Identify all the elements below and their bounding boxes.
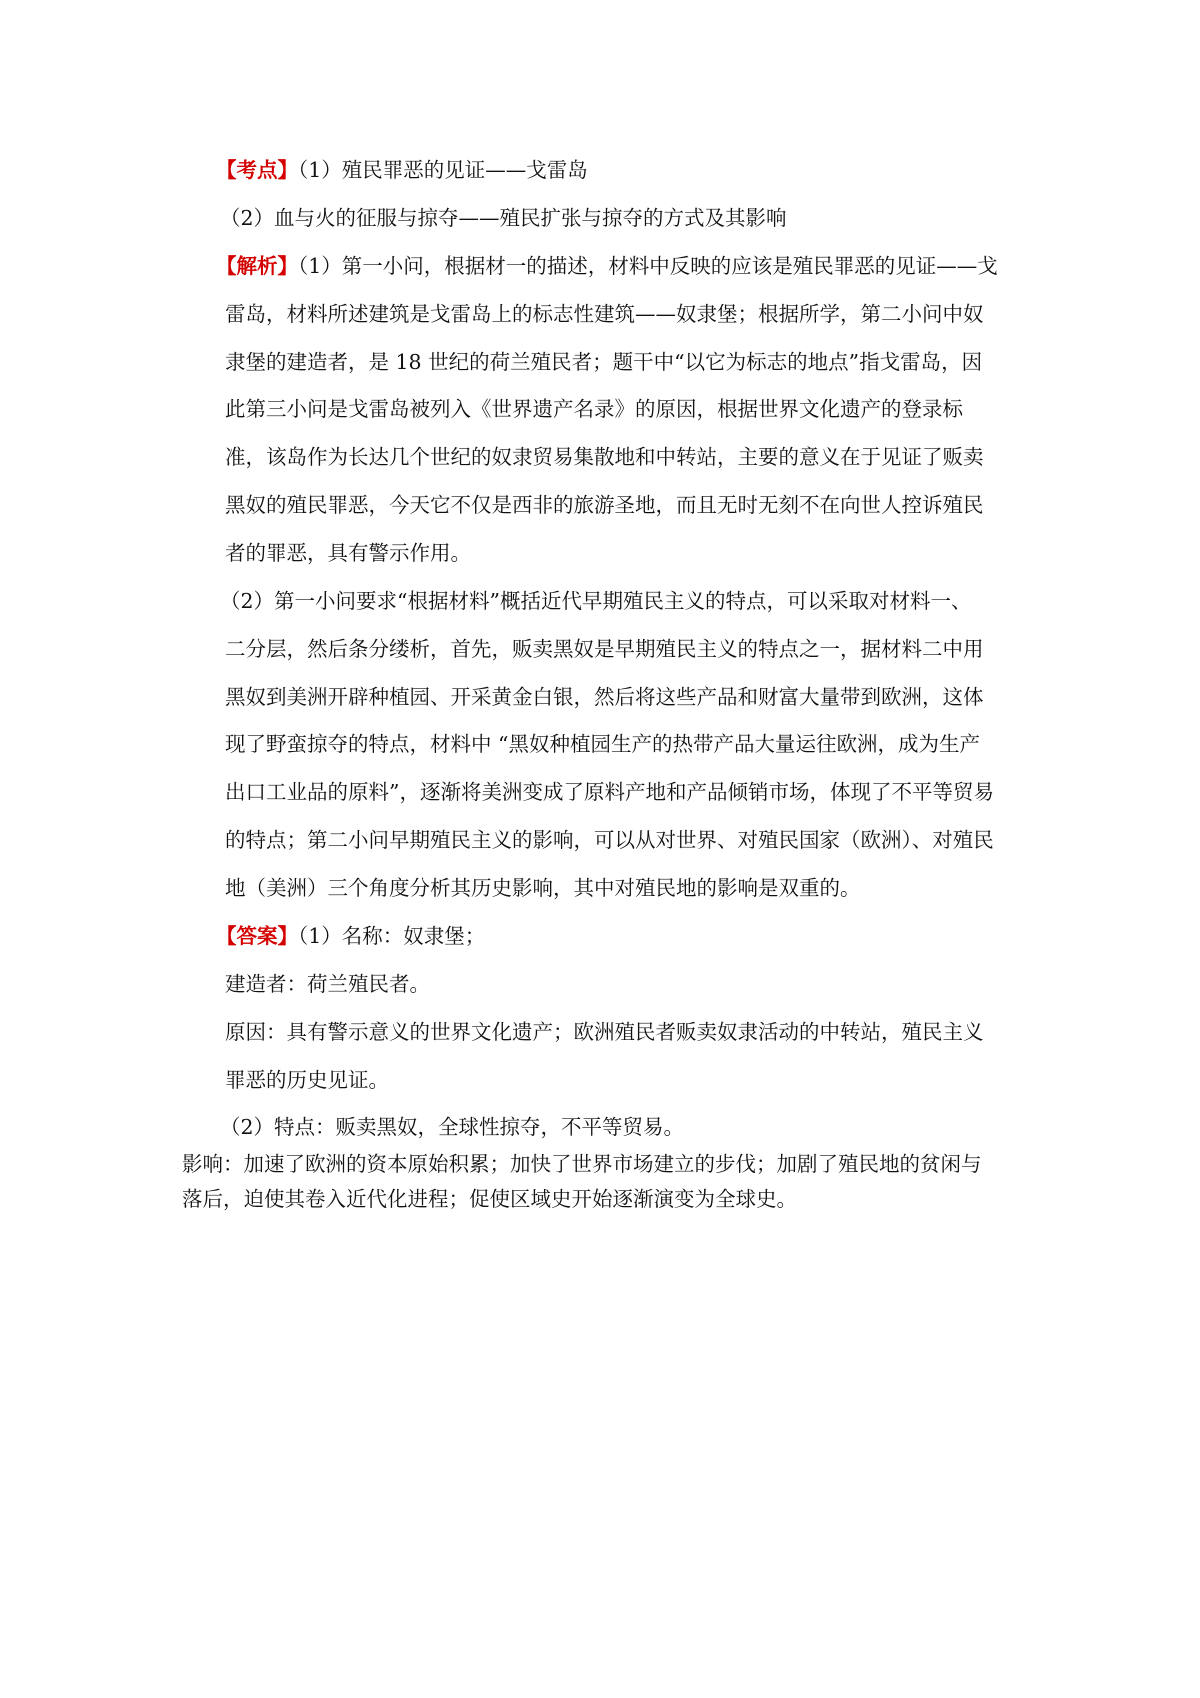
- jiexi-line-10: 黑奴到美洲开辟种植园、开采黄金白银，然后将这些产品和财富大量带到欧洲，这体: [225, 685, 984, 709]
- jiexi-line-4: 此第三小问是戈雷岛被列入《世界遗产名录》的原因，根据世界文化遗产的登录标: [225, 397, 963, 421]
- jiexi-line-2: 雷岛，材料所述建筑是戈雷岛上的标志性建筑——奴隶堡；根据所学，第二小问中奴: [225, 302, 984, 326]
- jiexi-line-1: [216, 252, 998, 280]
- daan-line-3: 原因：具有警示意义的世界文化遗产；欧洲殖民者贩卖奴隶活动的中转站，殖民主义: [225, 1020, 984, 1044]
- daan-line-6: 影响：加速了欧洲的资本原始积累；加快了世界市场建立的步伐；加剧了殖民地的贫闲与: [182, 1152, 982, 1176]
- kaodian-line-2: （2）血与火的征服与掠夺——殖民扩张与掠夺的方式及其影响: [220, 206, 787, 230]
- jiexi-line-8: （2）第一小问要求“根据材料”概括近代早期殖民主义的特点，可以采取对材料一、: [220, 589, 972, 613]
- jiexi-line-9: 二分层，然后条分缕析，首先，贩卖黑奴是早期殖民主义的特点之一，据材料二中用: [225, 637, 984, 661]
- kaodian-line-1: [216, 156, 588, 184]
- jiexi-text: （1）第一小问，根据材一的描述，材料中反映的应该是殖民罪恶的见证——戈: [298, 254, 998, 278]
- daan-line-7: 落后，迫使其卷入近代化进程；促使区域史开始逐渐演变为全球史。: [182, 1187, 797, 1211]
- jiexi-line-5: 准，该岛作为长达几个世纪的奴隶贸易集散地和中转站，主要的意义在于见证了贩卖: [225, 445, 984, 469]
- kaodian-text: （1）殖民罪恶的见证——戈雷岛: [298, 158, 588, 182]
- daan-line-1: [216, 922, 485, 950]
- jiexi-tag: 【解析】: [216, 254, 298, 278]
- daan-text: （1）名称：奴隶堡；: [298, 924, 486, 948]
- kaodian-tag: 【考点】: [216, 158, 298, 182]
- jiexi-line-6: 黑奴的殖民罪恶，今天它不仅是西非的旅游圣地，而且无时无刻不在向世人控诉殖民: [225, 493, 984, 517]
- daan-line-2: 建造者：荷兰殖民者。: [225, 972, 430, 996]
- daan-tag: 【答案】: [216, 924, 298, 948]
- jiexi-line-3: 隶堡的建造者，是 18 世纪的荷兰殖民者；题干中“以它为标志的地点”指戈雷岛，因: [225, 350, 983, 374]
- jiexi-line-11: 现了野蛮掠夺的特点，材料中 “黑奴种植园生产的热带产品大量运往欧洲，成为生产: [225, 732, 980, 756]
- daan-line-4: 罪恶的历史见证。: [225, 1068, 389, 1092]
- daan-line-5: （2）特点：贩卖黑奴，全球性掠夺，不平等贸易。: [220, 1115, 685, 1139]
- jiexi-line-7: 者的罪恶，具有警示作用。: [225, 541, 471, 565]
- jiexi-line-13: 的特点；第二小问早期殖民主义的影响，可以从对世界、对殖民国家（欧洲）、对殖民: [225, 828, 994, 852]
- jiexi-line-12: 出口工业品的原料”，逐渐将美洲变成了原料产地和产品倾销市场，体现了不平等贸易: [225, 780, 994, 804]
- jiexi-line-14: 地（美洲）三个角度分析其历史影响，其中对殖民地的影响是双重的。: [225, 876, 861, 900]
